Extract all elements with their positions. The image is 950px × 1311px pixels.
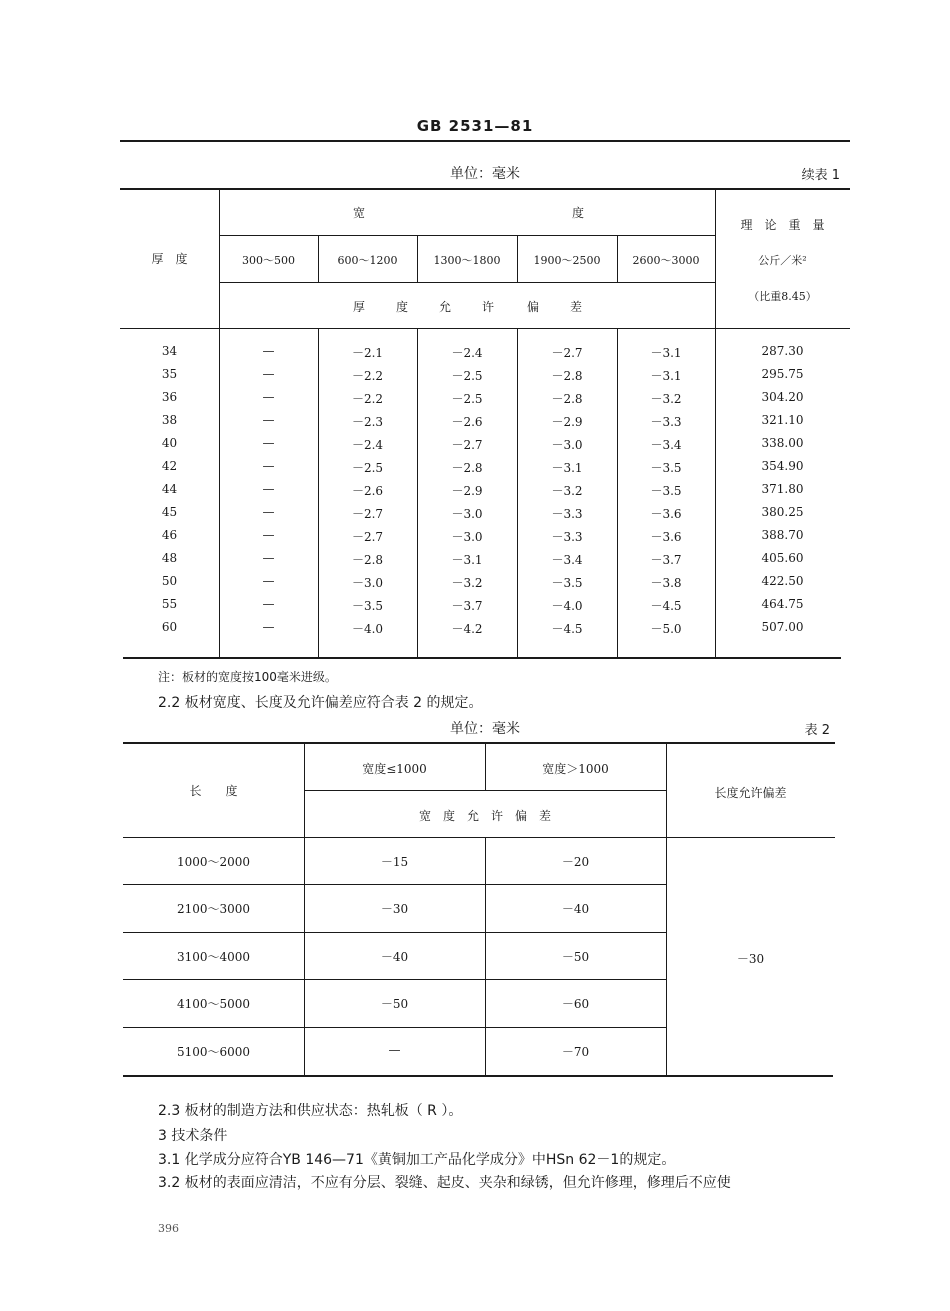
table2-caption: 表 2: [804, 723, 830, 738]
table1-tolerance-cell: －2.1: [351, 346, 384, 360]
table2-width-tolerance-cell: －20: [561, 855, 590, 869]
table1-row: [120, 436, 850, 459]
table2-row: [123, 980, 833, 1027]
table1-tolerance-cell: －2.8: [551, 369, 583, 383]
table1-tolerance-cell: —: [262, 436, 275, 450]
table1-tolerance-cell: －3.1: [551, 461, 583, 475]
table1-tolerance-cell: －2.7: [551, 346, 583, 360]
table1-thickness-cell: 46: [161, 528, 178, 542]
table1-caption: 续表 1: [801, 168, 840, 183]
table1-row: [120, 597, 850, 620]
table1-tolerance-cell: －3.2: [551, 484, 583, 498]
table1-tolerance-cell: －2.3: [351, 415, 384, 429]
table1-width-range: 1900～2500: [533, 254, 601, 267]
table1-tolerance-cell: －3.2: [650, 392, 682, 406]
table2-length-cell: 1000～2000: [176, 855, 251, 869]
table2-row: [123, 885, 833, 932]
table1-tolerance-cell: －3.3: [650, 415, 682, 429]
table1-tolerance-cell: －4.0: [351, 622, 384, 636]
table1-tolerance-cell: －3.0: [451, 530, 483, 544]
table1-row: [120, 459, 850, 482]
table1-weight-cell: 507.00: [761, 620, 804, 634]
table1-tolerance-cell: －3.4: [650, 438, 682, 452]
table1-tolerance-cell: －3.6: [650, 507, 682, 521]
table1-tolerance-cell: －3.5: [650, 461, 682, 475]
table1-tolerance-cell: －3.2: [451, 576, 483, 590]
table2-length-tolerance-value: －30: [736, 952, 765, 966]
table2-width-tolerance: 宽 度 允 许 偏 差: [418, 809, 551, 823]
table2-width-gt: 宽度＞1000: [542, 762, 609, 776]
paragraph-3-2: 3.2 板材的表面应清洁，不应有分层、裂缝、起皮、夹杂和绿锈，但允许修理，修理后不应使: [158, 1175, 731, 1191]
table1-weight-header-density: （比重8.45）: [748, 290, 817, 303]
table1-tolerance-cell: —: [262, 482, 275, 496]
table1-tolerance-cell: －3.0: [451, 507, 483, 521]
table1-tolerance-cell: －4.2: [451, 622, 483, 636]
table1-thickness-cell: 40: [161, 436, 178, 450]
table1-tolerance-cell: －3.1: [650, 369, 682, 383]
table1-tolerance-cell: －2.2: [351, 369, 384, 383]
table1-tolerance-cell: －3.1: [650, 346, 682, 360]
table2-length-cell: 2100～3000: [176, 902, 251, 916]
table1-tolerance-cell: —: [262, 390, 275, 404]
table2-unit-label: 单位：毫米: [450, 721, 520, 737]
table2-length-cell: 5100～6000: [176, 1045, 251, 1059]
table2-length-tolerance-header: 长度允许偏差: [714, 786, 787, 800]
table1-weight-cell: 354.90: [761, 459, 804, 473]
table1-tolerance-cell: －5.0: [650, 622, 682, 636]
table1-tolerance-cell: －3.6: [650, 530, 682, 544]
table1-tolerance-cell: —: [262, 459, 275, 473]
table1-width-header-1: 宽: [352, 206, 365, 220]
table1-tolerance-cell: －3.0: [551, 438, 583, 452]
table1-width-range: 300～500: [242, 254, 295, 267]
table1-note: 注：板材的宽度按100毫米进级。: [158, 670, 337, 684]
paragraph-2-2: 2.2 板材宽度、长度及允许偏差应符合表 2 的规定。: [158, 695, 483, 711]
table1-thickness-cell: 34: [161, 344, 178, 358]
table1-tolerance-cell: —: [262, 344, 275, 358]
table2-row: [123, 1028, 833, 1075]
table1-tolerance-cell: —: [262, 597, 275, 611]
table2-col-length: 长 度: [189, 784, 238, 798]
table1-thickness-cell: 50: [161, 574, 178, 588]
table1-row: [120, 574, 850, 597]
table2-row: [123, 838, 833, 885]
table1-tolerance-cell: －2.6: [451, 415, 483, 429]
table1-row: [120, 344, 850, 367]
table1-thickness-cell: 60: [161, 620, 178, 634]
table1-weight-cell: 338.00: [761, 436, 804, 450]
table1-tolerance-cell: —: [262, 574, 275, 588]
table1-weight-cell: 464.75: [761, 597, 804, 611]
table1-tolerance-cell: －2.5: [451, 392, 483, 406]
table2-width-tolerance-cell: －50: [561, 950, 590, 964]
table1-tolerance-cell: －2.7: [351, 530, 384, 544]
table1-tolerance-cell: －3.5: [551, 576, 583, 590]
table1-unit-label: 单位：毫米: [450, 166, 520, 182]
table2-width-tolerance-cell: －60: [561, 997, 590, 1011]
standard-code: GB 2531—81: [416, 117, 534, 135]
table1-tolerance-cell: －2.6: [351, 484, 384, 498]
table2-width-le: 宽度≤1000: [362, 762, 427, 776]
table1-tolerance-cell: －2.7: [451, 438, 483, 452]
paragraph-3-1: 3.1 化学成分应符合YB 146—71《黄铜加工产品化学成分》中HSn 62－1的规定。: [158, 1152, 676, 1168]
page-number: 396: [158, 1222, 179, 1235]
table1-tolerance-cell: —: [262, 528, 275, 542]
table1-tolerance-cell: －2.8: [451, 461, 483, 475]
table1-weight-header-unit: 公斤／米²: [758, 254, 807, 267]
table1-row: [120, 482, 850, 505]
table1-weight-cell: 422.50: [761, 574, 804, 588]
table1-weight-cell: 321.10: [761, 413, 804, 427]
table1-tolerance-cell: －2.8: [351, 553, 384, 567]
table1-tolerance-cell: －2.2: [351, 392, 384, 406]
table1-weight-cell: 371.80: [761, 482, 804, 496]
table1-col-thickness: 厚 度: [151, 252, 188, 266]
table1-row: [120, 367, 850, 390]
table1-thickness-cell: 55: [161, 597, 178, 611]
table1-tolerance-cell: —: [262, 413, 275, 427]
paragraph-2-3: 2.3 板材的制造方法和供应状态：热轧板（ R ）。: [158, 1103, 463, 1119]
table1-weight-cell: 295.75: [761, 367, 804, 381]
table1-row: [120, 413, 850, 436]
table2-width-tolerance-cell: －70: [561, 1045, 590, 1059]
table1-tolerance-cell: －4.5: [650, 599, 682, 613]
table2-width-tolerance-cell: －15: [380, 855, 409, 869]
table1-tolerance-cell: －2.9: [451, 484, 483, 498]
table1-weight-cell: 287.30: [761, 344, 804, 358]
table1-tolerance-cell: －2.4: [351, 438, 384, 452]
table1-tolerance-cell: －4.0: [551, 599, 583, 613]
table1-row: [120, 505, 850, 528]
table2-width-tolerance-cell: －40: [561, 902, 590, 916]
header-rule: [120, 140, 850, 142]
table1-width-range: 600～1200: [337, 254, 398, 267]
table1-tolerance-cell: —: [262, 551, 275, 565]
table1-thickness-cell: 45: [161, 505, 178, 519]
table1-weight-cell: 304.20: [761, 390, 804, 404]
table1-tolerance-cell: —: [262, 620, 275, 634]
table1-thickness-cell: 42: [161, 459, 178, 473]
table1-thickness-cell: 38: [161, 413, 178, 427]
table2-width-tolerance-cell: －40: [380, 950, 409, 964]
table1-tolerance-cell: －2.8: [551, 392, 583, 406]
table1-thickness-cell: 44: [161, 482, 178, 496]
table1-tolerance-cell: —: [262, 367, 275, 381]
table1-row: [120, 528, 850, 551]
table1-tolerance-cell: —: [262, 505, 275, 519]
table2-width-tolerance-cell: —: [388, 1043, 401, 1057]
table1-weight-cell: 388.70: [761, 528, 804, 542]
table1-width-range: 1300～1800: [433, 254, 501, 267]
table1-tolerance-cell: －3.1: [451, 553, 483, 567]
table1-tolerance-cell: －3.5: [351, 599, 384, 613]
table1-tolerance-cell: －3.5: [650, 484, 682, 498]
table1-tolerance-cell: －3.3: [551, 530, 583, 544]
table1-row: [120, 390, 850, 413]
section-3-title: 3 技术条件: [158, 1128, 228, 1144]
table1-tolerance-cell: －2.5: [451, 369, 483, 383]
table1-thickness-cell: 48: [161, 551, 178, 565]
table1-tolerance-cell: －3.4: [551, 553, 583, 567]
table2-width-tolerance-cell: －50: [380, 997, 409, 1011]
table2-length-cell: 3100～4000: [176, 950, 251, 964]
table1-row: [120, 620, 850, 643]
table1-row: [120, 551, 850, 574]
table1-weight-cell: 405.60: [761, 551, 804, 565]
table1-tolerance-cell: －3.0: [351, 576, 384, 590]
table1-weight-cell: 380.25: [761, 505, 804, 519]
table1-width-header-2: 度: [571, 206, 584, 220]
table1-weight-header-title: 理 论 重 量: [740, 218, 825, 232]
table1-tolerance-cell: －3.8: [650, 576, 682, 590]
table1-tolerance-cell: －2.9: [551, 415, 583, 429]
table1-tolerance-cell: －4.5: [551, 622, 583, 636]
table1-tolerance-cell: －3.3: [551, 507, 583, 521]
table2-width-tolerance-cell: －30: [380, 902, 409, 916]
table1-thickness-cell: 36: [161, 390, 178, 404]
table1-thickness-cell: 35: [161, 367, 178, 381]
table1-tolerance-cell: －2.5: [351, 461, 384, 475]
table1-tolerance-cell: －3.7: [650, 553, 682, 567]
table1-tolerance-cell: －2.7: [351, 507, 384, 521]
table2-length-cell: 4100～5000: [176, 997, 251, 1011]
table1-tolerance-cell: －3.7: [451, 599, 483, 613]
table1-width-range: 2600～3000: [632, 254, 700, 267]
table1-tolerance-cell: －2.4: [451, 346, 483, 360]
